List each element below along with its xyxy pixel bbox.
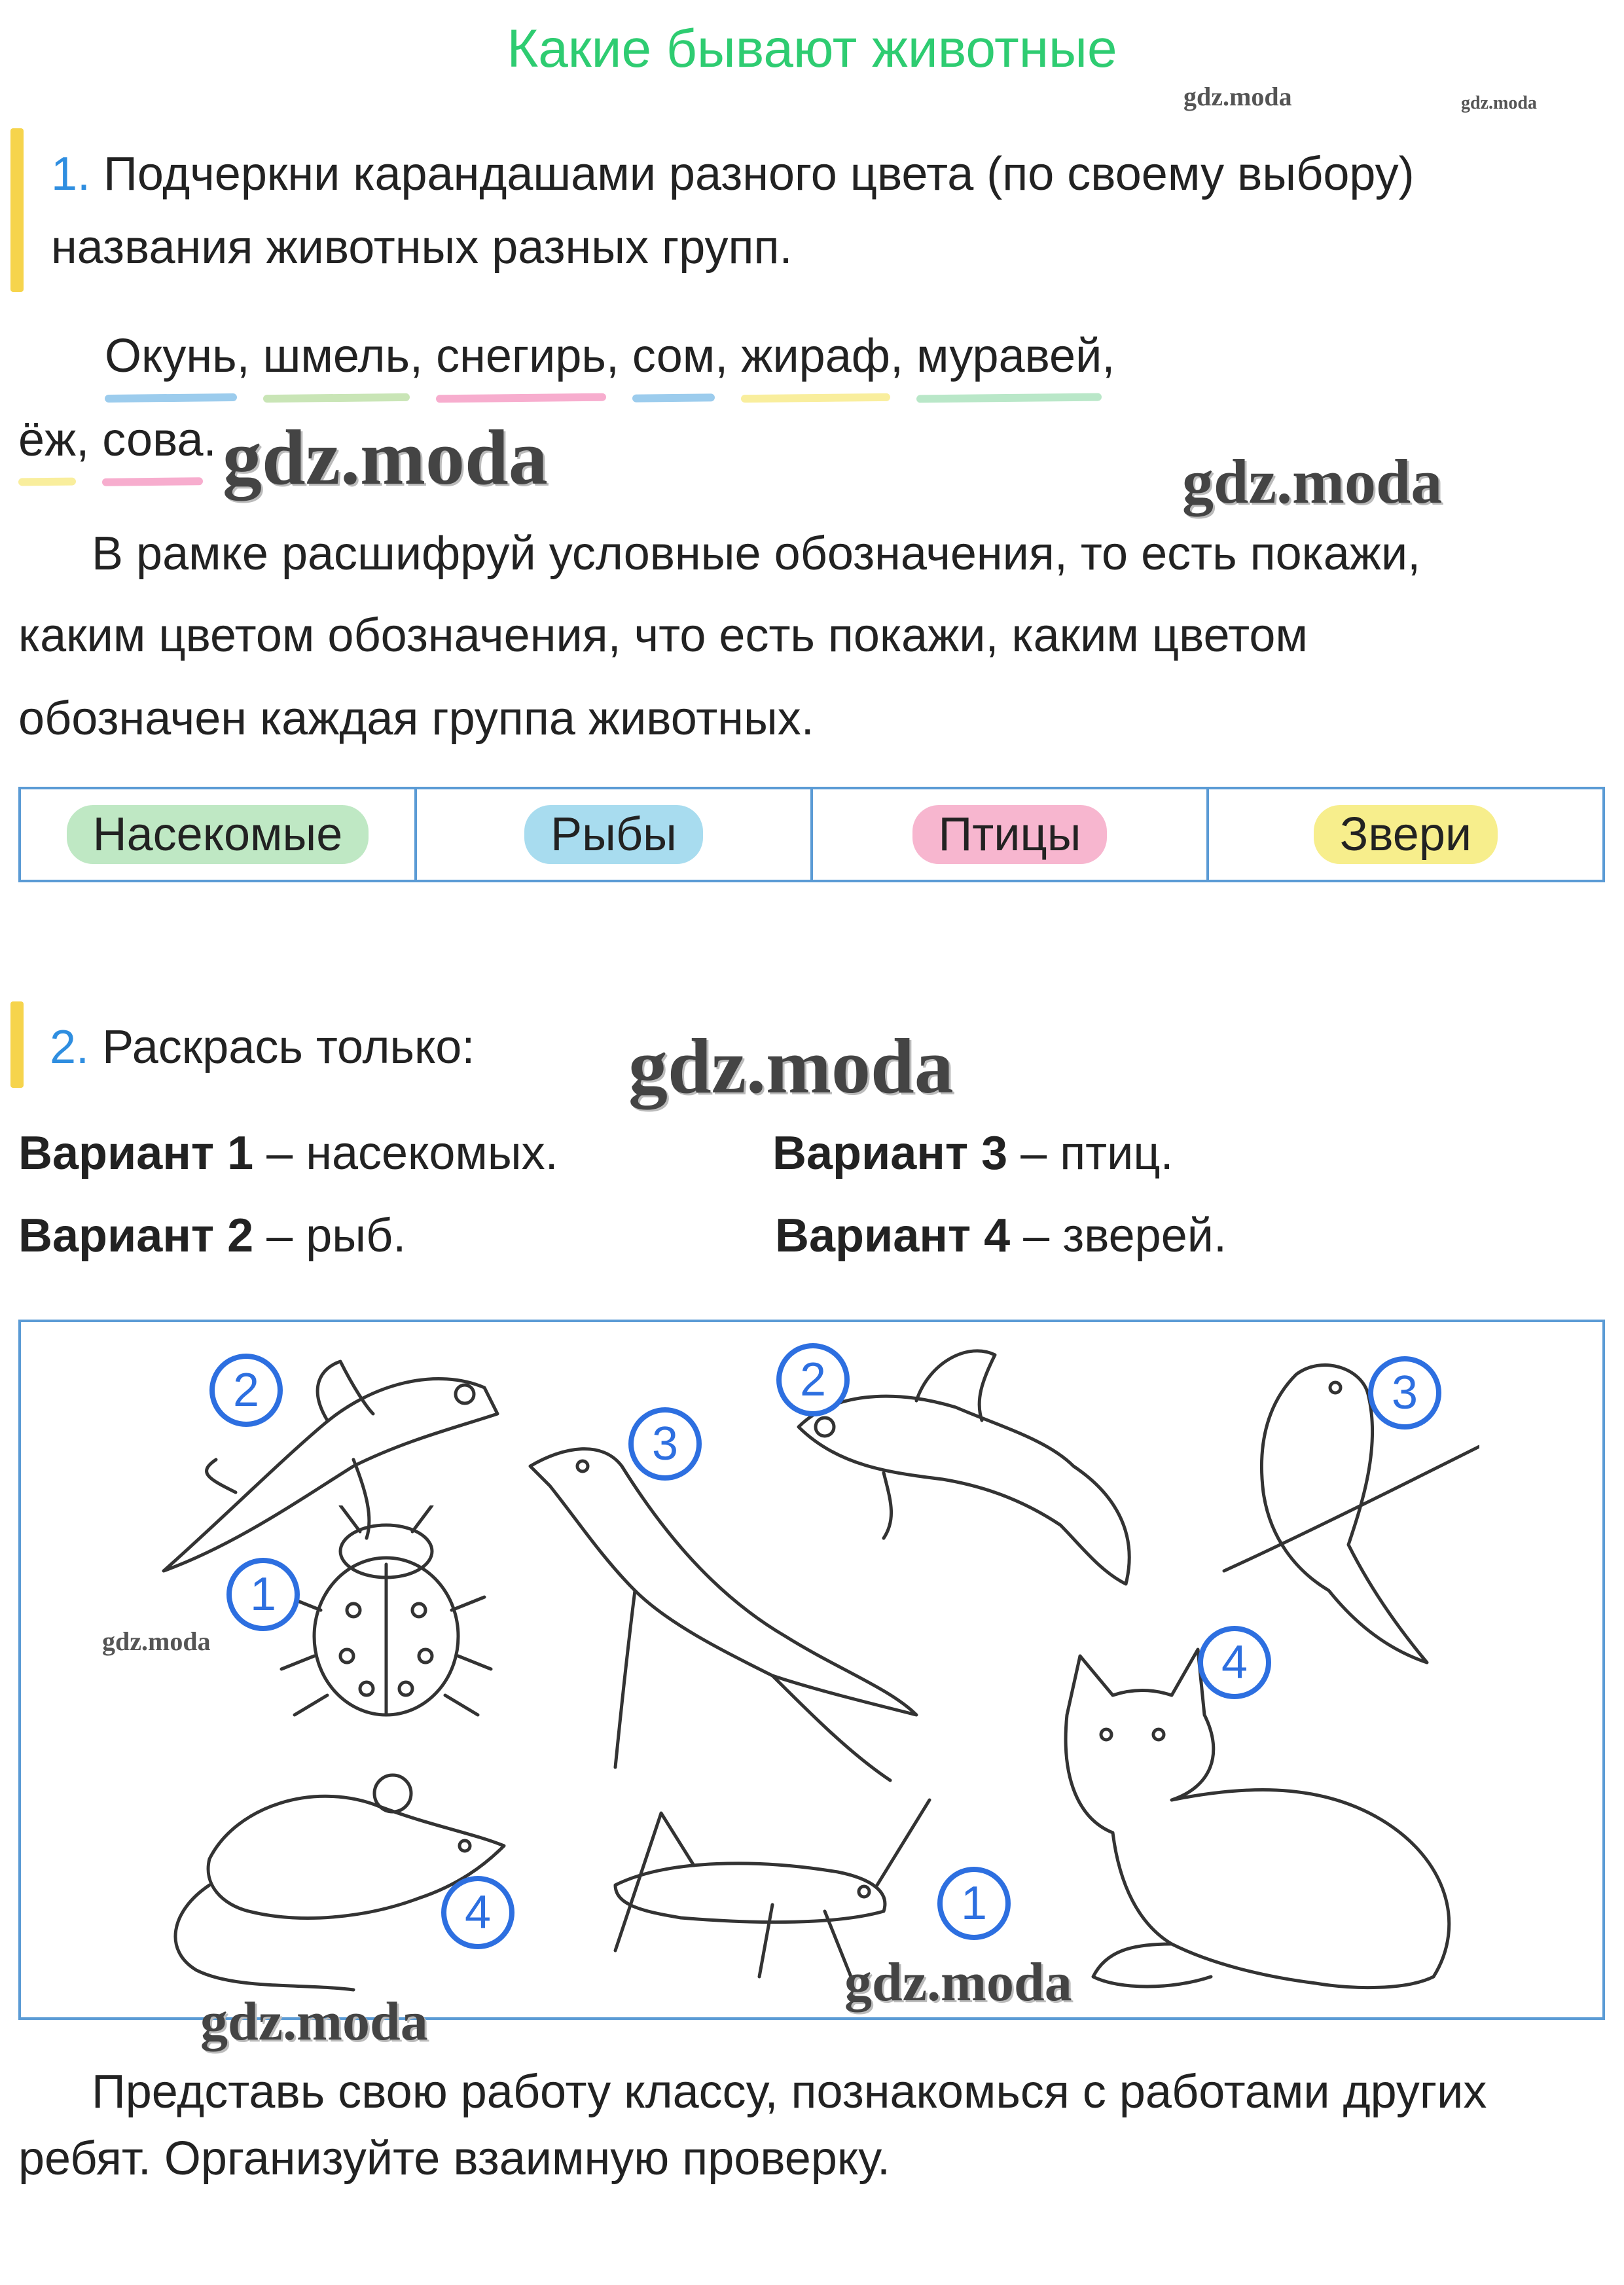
task-marker-bar — [10, 128, 24, 292]
task2-number: 2. — [50, 1021, 90, 1073]
word-perch: Окунь — [105, 330, 237, 382]
legend-table — [18, 787, 1605, 882]
badge-goldfish: 2 — [776, 1343, 850, 1416]
variant-2-label: Вариант 2 — [18, 1210, 254, 1262]
legend-animals: Звери — [1314, 805, 1498, 864]
word-owl: сова — [102, 414, 204, 466]
legend-fish: Рыбы — [524, 805, 703, 864]
variant-2 — [18, 1210, 406, 1262]
watermark: gdz.moda — [223, 414, 548, 501]
legend-insects: Насекомые — [67, 805, 369, 864]
variant-1-text: – насекомых. — [266, 1127, 558, 1179]
variant-4-text: – зверей. — [1023, 1210, 1227, 1262]
task1-line1 — [51, 148, 1415, 200]
word-hedgehog: ёж — [18, 414, 77, 466]
variant-3-text: – птиц. — [1020, 1127, 1174, 1179]
task1-instruction-1: Подчеркни карандашами разного цвета (по своему выбору) — [103, 148, 1415, 200]
task1-number: 1. — [51, 148, 91, 200]
variant-3-label: Вариант 3 — [772, 1127, 1008, 1179]
variant-4 — [775, 1210, 1227, 1262]
paragraph-line3: обозначен каждая группа животных. — [18, 693, 814, 745]
watermark: gdz.moda — [628, 1022, 954, 1109]
badge-swallow: 3 — [628, 1407, 702, 1481]
badge-grasshopper: 1 — [937, 1867, 1011, 1940]
legend-cell-birds — [812, 788, 1208, 881]
variant-2-text: – рыб. — [266, 1210, 406, 1262]
task2-heading-line — [50, 1021, 475, 1073]
task2-heading: Раскрась только: — [102, 1021, 475, 1073]
watermark: gdz.moda — [1183, 82, 1292, 111]
paragraph-line1: В рамке расшифруй условные обозначения, то есть покажи, — [92, 528, 1421, 580]
badge-mouse: 4 — [441, 1876, 514, 1949]
word-giraffe: жираф — [741, 330, 891, 382]
badge-titmouse: 3 — [1368, 1356, 1441, 1430]
task1-instruction-2: названия животных разных групп. — [51, 221, 793, 274]
legend-birds: Птицы — [912, 805, 1108, 864]
word-catfish: сом — [632, 330, 715, 382]
badge-ladybug: 1 — [226, 1558, 300, 1631]
variant-1 — [18, 1127, 558, 1179]
badge-cat: 4 — [1198, 1626, 1271, 1699]
ladybug-illustration — [275, 1505, 497, 1728]
variant-1-label: Вариант 1 — [18, 1127, 254, 1179]
badge-fish: 2 — [209, 1354, 283, 1427]
variant-4-label: Вариант 4 — [775, 1210, 1011, 1262]
watermark: gdz.moda — [1461, 93, 1537, 113]
legend-cell-insects — [20, 788, 416, 881]
closing-line1: Представь свою работу классу, познакомься с работами других — [92, 2066, 1487, 2118]
word-bumblebee: шмель — [262, 330, 410, 382]
legend-cell-fish — [416, 788, 812, 881]
task-marker-bar — [10, 1001, 24, 1088]
legend-cell-animals — [1208, 788, 1604, 881]
watermark: gdz.moda — [1182, 446, 1443, 516]
word-bullfinch: снегирь — [436, 330, 606, 382]
paragraph-line2: каким цветом обозначения, что есть покажи, каким цветом — [18, 609, 1308, 662]
closing-line2: ребят. Организуйте взаимную проверку. — [18, 2132, 890, 2185]
watermark: gdz.moda — [200, 1991, 428, 2052]
watermark: gdz.moda — [102, 1627, 211, 1656]
watermark: gdz.moda — [844, 1952, 1072, 2013]
page-title: Какие бывают животные — [507, 19, 1117, 79]
word-ant: муравей — [916, 330, 1102, 382]
word-list-line2: ёж, сова. — [18, 414, 217, 466]
word-list-line1: Окунь, шмель, снегирь, сом, жираф, муравей, — [105, 330, 1115, 382]
variant-3 — [772, 1127, 1174, 1179]
